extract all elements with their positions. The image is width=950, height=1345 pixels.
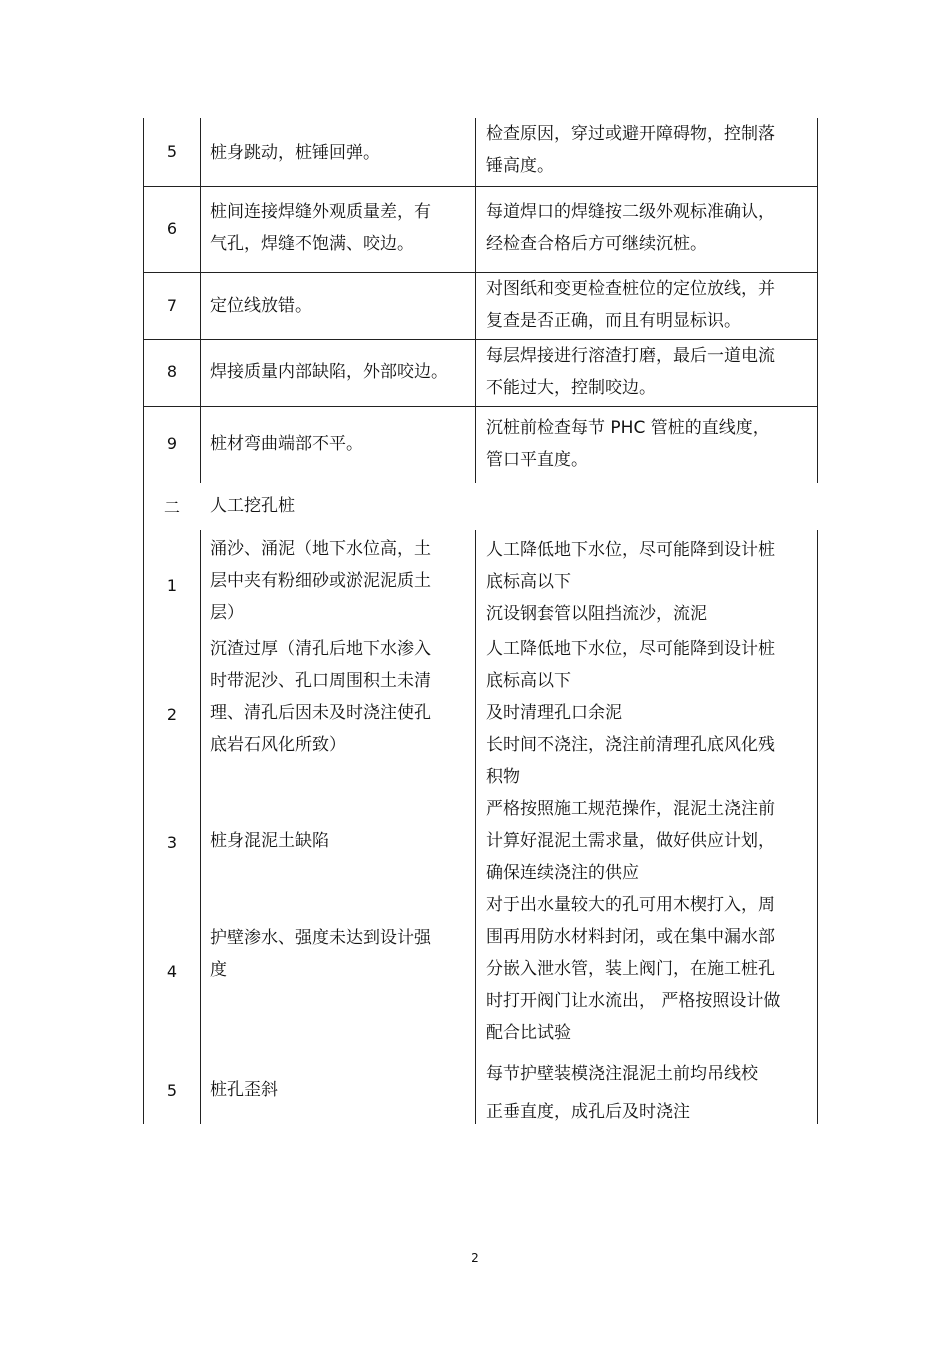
measure-text: 确保连续浇注的供应 [486, 863, 639, 883]
issue-cell [210, 633, 431, 761]
issue-text: 层） [210, 603, 244, 623]
measure-text: 每道焊口的焊缝按二级外观标准确认， [486, 202, 775, 222]
measure-text: 人工降低地下水位，尽可能降到设计桩 [486, 639, 775, 659]
issue-text: 定位线放错。 [210, 296, 312, 316]
issue-text: 涌沙、涌泥（地下水位高，土 [210, 539, 431, 559]
table-col1-divider-bottom [200, 530, 201, 1124]
section-number: 二 [163, 498, 180, 517]
measure-text: 计算好混泥土需求量，做好供应计划， [486, 831, 775, 851]
measure-text: 围再用防水材料封闭，或在集中漏水部 [486, 927, 775, 947]
issue-text: 气孔，焊缝不饱满、咬边。 [210, 234, 414, 254]
issue-text: 桩材弯曲端部不平。 [210, 434, 363, 454]
issue-text: 桩身混泥土缺陷 [210, 831, 329, 851]
measure-cell [486, 793, 775, 889]
issue-cell [210, 356, 448, 388]
row-number: 6 [166, 219, 178, 238]
measure-text: 对图纸和变更检查桩位的定位放线，并 [486, 279, 775, 299]
issue-text: 层中夹有粉细砂或淤泥泥质土 [210, 571, 431, 591]
measure-text: 及时清理孔口余泥 [486, 703, 622, 723]
measure-text: 锤高度。 [486, 156, 554, 176]
issue-text: 护壁渗水、强度未达到设计强 [210, 928, 431, 948]
table-col2-divider-top [475, 118, 476, 483]
issue-text: 沉渣过厚（清孔后地下水渗入 [210, 639, 431, 659]
measure-cell [486, 273, 775, 337]
issue-cell [210, 922, 431, 986]
measure-cell [486, 534, 775, 630]
row-number: 7 [166, 296, 178, 315]
issue-cell [210, 290, 312, 322]
row-number: 5 [166, 1081, 178, 1100]
measure-text: 复查是否正确，而且有明显标识。 [486, 311, 741, 331]
issue-text: 桩孔歪斜 [210, 1080, 278, 1100]
table-right-border-top [817, 118, 818, 483]
measure-text: 对于出水量较大的孔可用木楔打入，周 [486, 895, 775, 915]
measure-text: 配合比试验 [486, 1023, 571, 1043]
measure-cell [486, 118, 775, 182]
measure-text: 沉桩前检查每节 PHC 管桩的直线度， [486, 418, 770, 438]
row-number: 8 [166, 362, 178, 381]
measure-text: 经检查合格后方可继续沉桩。 [486, 234, 707, 254]
measure-text: 严格按照施工规范操作，混泥土浇注前 [486, 799, 775, 819]
measure-text: 时打开阀门让水流出， 严格按照设计做 [486, 991, 781, 1011]
issue-cell [210, 137, 380, 169]
measure-text: 底标高以下 [486, 671, 571, 691]
measure-text: 人工降低地下水位，尽可能降到设计桩 [486, 540, 775, 560]
measure-text: 检查原因，穿过或避开障碍物，控制落 [486, 124, 775, 144]
row-divider [143, 406, 818, 407]
issue-cell [210, 1074, 278, 1106]
row-number: 2 [166, 705, 178, 724]
measure-text: 长时间不浇注，浇注前清理孔底风化残 [486, 735, 775, 755]
issue-text: 度 [210, 960, 227, 980]
measure-cell [486, 340, 775, 404]
issue-text: 时带泥沙、孔口周围积土未清 [210, 671, 431, 691]
row-number: 3 [166, 833, 178, 852]
measure-text: 正垂直度，成孔后及时浇注 [486, 1102, 690, 1122]
issue-text: 桩间连接焊缝外观质量差，有 [210, 202, 431, 222]
row-number: 9 [166, 434, 178, 453]
measure-cell [486, 1055, 758, 1131]
section-title: 人工挖孔桩 [210, 496, 295, 516]
issue-cell [210, 428, 363, 460]
issue-text: 焊接质量内部缺陷，外部咬边。 [210, 362, 448, 382]
issue-cell [210, 196, 431, 260]
measure-text: 不能过大，控制咬边。 [486, 378, 656, 398]
table-col1-divider-top [200, 118, 201, 483]
row-divider [143, 186, 818, 187]
measure-cell [486, 889, 780, 1049]
row-number: 5 [166, 142, 178, 161]
measure-text: 每层焊接进行溶渣打磨，最后一道电流 [486, 346, 775, 366]
row-number: 4 [166, 962, 178, 981]
row-number: 1 [166, 576, 178, 595]
page-number: 2 [471, 1251, 479, 1265]
table-right-border-bottom [817, 530, 818, 1124]
measure-cell [486, 196, 775, 260]
issue-text: 底岩石风化所致） [210, 735, 346, 755]
measure-text: 积物 [486, 767, 520, 787]
issue-text: 桩身跳动，桩锤回弹。 [210, 143, 380, 163]
measure-text: 每节护壁装模浇注混泥土前均吊线校 [486, 1064, 758, 1084]
issue-cell [210, 533, 431, 629]
measure-text: 分嵌入泄水管，装上阀门，在施工桩孔 [486, 959, 775, 979]
measure-cell [486, 633, 775, 793]
measure-text: 管口平直度。 [486, 450, 588, 470]
measure-text: 沉设钢套管以阻挡流沙，流泥 [486, 604, 707, 624]
issue-text: 理、清孔后因未及时浇注使孔 [210, 703, 431, 723]
table-col2-divider-bottom [475, 530, 476, 1124]
measure-text: 底标高以下 [486, 572, 571, 592]
issue-cell [210, 825, 329, 857]
measure-cell [486, 412, 770, 476]
